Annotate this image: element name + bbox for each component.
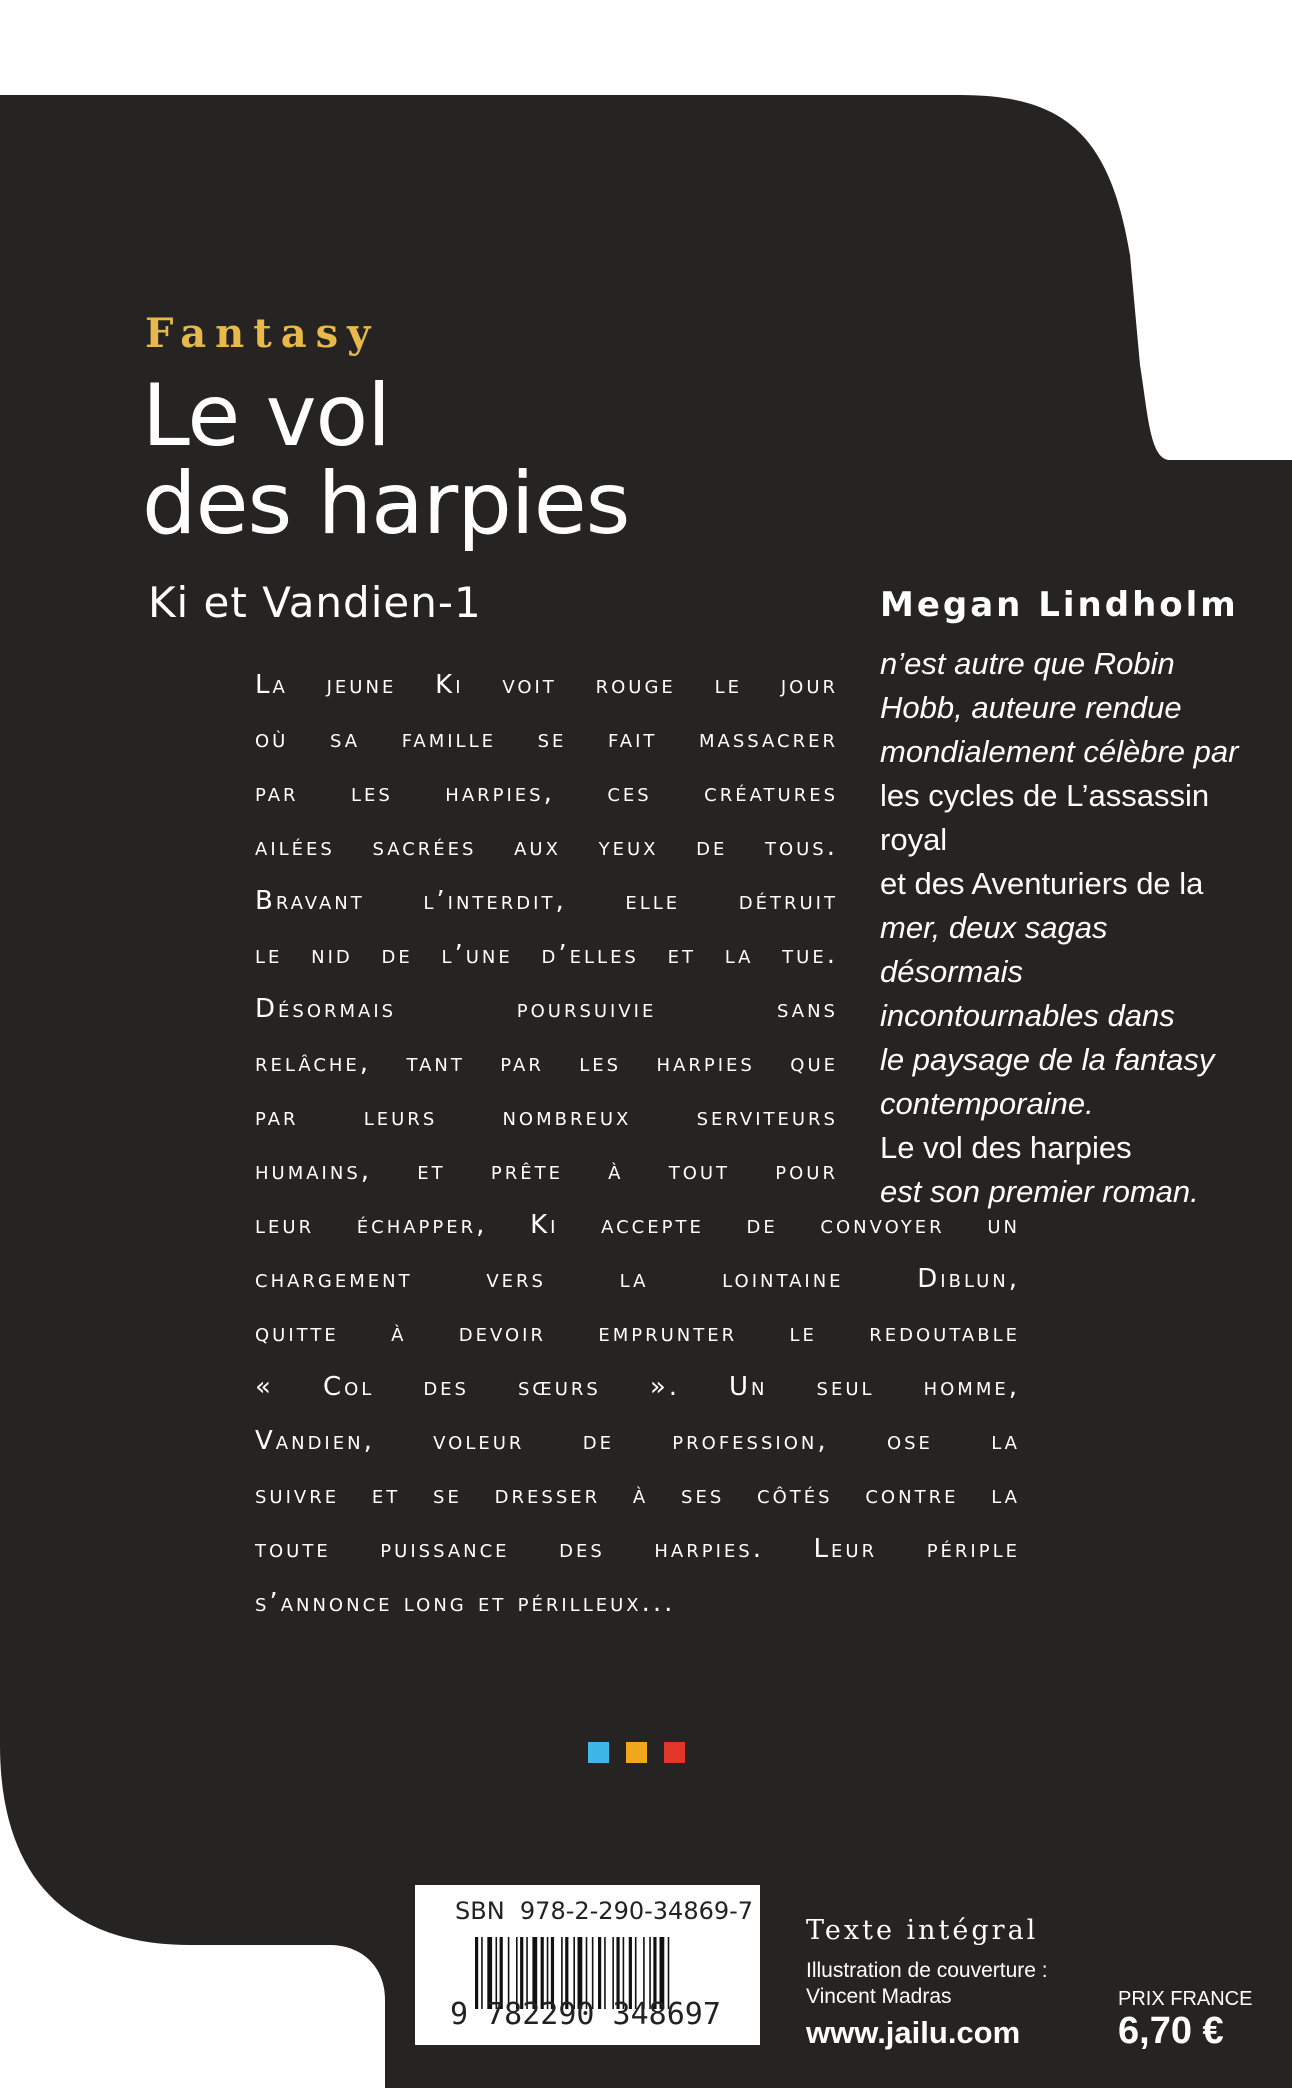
color-dot bbox=[664, 1742, 685, 1763]
price: 6,70 € bbox=[1118, 2010, 1224, 2052]
blurb-line: par les harpies, ces créatures bbox=[255, 778, 838, 808]
blurb-line: le nid de l’une d’elles et la tue. bbox=[255, 940, 838, 970]
author-bio bbox=[880, 642, 1250, 1214]
color-dots bbox=[588, 1742, 685, 1763]
author-bio-line: Le vol des harpies bbox=[880, 1130, 1132, 1165]
author-bio-line: et des Aventuriers de la bbox=[880, 866, 1204, 901]
color-dot bbox=[626, 1742, 647, 1763]
barcode-box bbox=[415, 1885, 760, 2045]
author-bio-line: mer, deux sagas désormais bbox=[880, 910, 1108, 989]
blurb-line: « Col des sœurs ». Un seul homme, bbox=[255, 1372, 1020, 1402]
blurb-line: toute puissance des harpies. Leur périple bbox=[255, 1534, 1020, 1564]
author-bio-line: le paysage de la fantasy bbox=[880, 1042, 1215, 1077]
illustration-label: Illustration de couverture : bbox=[806, 1959, 1048, 1982]
author-bio-line: incontournables dans bbox=[880, 998, 1175, 1033]
price-label: PRIX FRANCE bbox=[1118, 1988, 1253, 2010]
publisher-website: www.jailu.com bbox=[806, 2015, 1021, 2050]
blurb-line: Bravant l’interdit, elle détruit bbox=[255, 886, 838, 916]
blurb-line: suivre et se dresser à ses côtés contre la bbox=[255, 1480, 1020, 1510]
author-bio-line: est son premier roman. bbox=[880, 1174, 1199, 1209]
blurb-line: par leurs nombreux serviteurs bbox=[255, 1102, 838, 1132]
author-bio-line: les cycles de L’assassin royal bbox=[880, 778, 1210, 857]
blurb-line: ailées sacrées aux yeux de tous. bbox=[255, 832, 838, 862]
genre-label: Fantasy bbox=[145, 310, 380, 357]
blurb-line: Vandien, voleur de profession, ose la bbox=[255, 1426, 1020, 1456]
isbn-text: SBN 978-2-290-34869-7 bbox=[455, 1897, 754, 1925]
blurb-line: s’annonce long et périlleux... bbox=[255, 1588, 676, 1618]
blurb-line: leur échapper, Ki accepte de convoyer un bbox=[255, 1210, 1020, 1240]
blurb-line: où sa famille se fait massacrer bbox=[255, 724, 838, 754]
illustrator-name: Vincent Madras bbox=[806, 1985, 952, 2008]
ean-digits: 9 782290 348697 bbox=[450, 1997, 721, 2032]
blurb-line: Désormais poursuivie sans bbox=[255, 994, 838, 1024]
title-line-2: des harpies bbox=[142, 454, 630, 554]
title-line-1: Le vol bbox=[142, 366, 391, 466]
blurb-line: chargement vers la lointaine Diblun, bbox=[255, 1264, 1020, 1294]
texte-integral: Texte intégral bbox=[806, 1915, 1039, 1946]
book-title bbox=[142, 366, 630, 554]
author-name: Megan Lindholm bbox=[880, 585, 1239, 625]
blurb-line: La jeune Ki voit rouge le jour bbox=[255, 670, 838, 700]
author-bio-line: n’est autre que Robin bbox=[880, 646, 1175, 681]
color-dot bbox=[588, 1742, 609, 1763]
blurb-line: relâche, tant par les harpies que bbox=[255, 1048, 838, 1078]
author-bio-line: Hobb, auteure rendue bbox=[880, 690, 1182, 725]
blurb-line: quitte à devoir emprunter le redoutable bbox=[255, 1318, 1020, 1348]
author-bio-line: contemporaine. bbox=[880, 1086, 1094, 1121]
blurb-line: humains, et prête à tout pour bbox=[255, 1156, 838, 1186]
series-subtitle: Ki et Vandien-1 bbox=[148, 578, 482, 627]
illustration-credit bbox=[806, 1958, 1086, 2010]
author-bio-line: mondialement célèbre par bbox=[880, 734, 1239, 769]
